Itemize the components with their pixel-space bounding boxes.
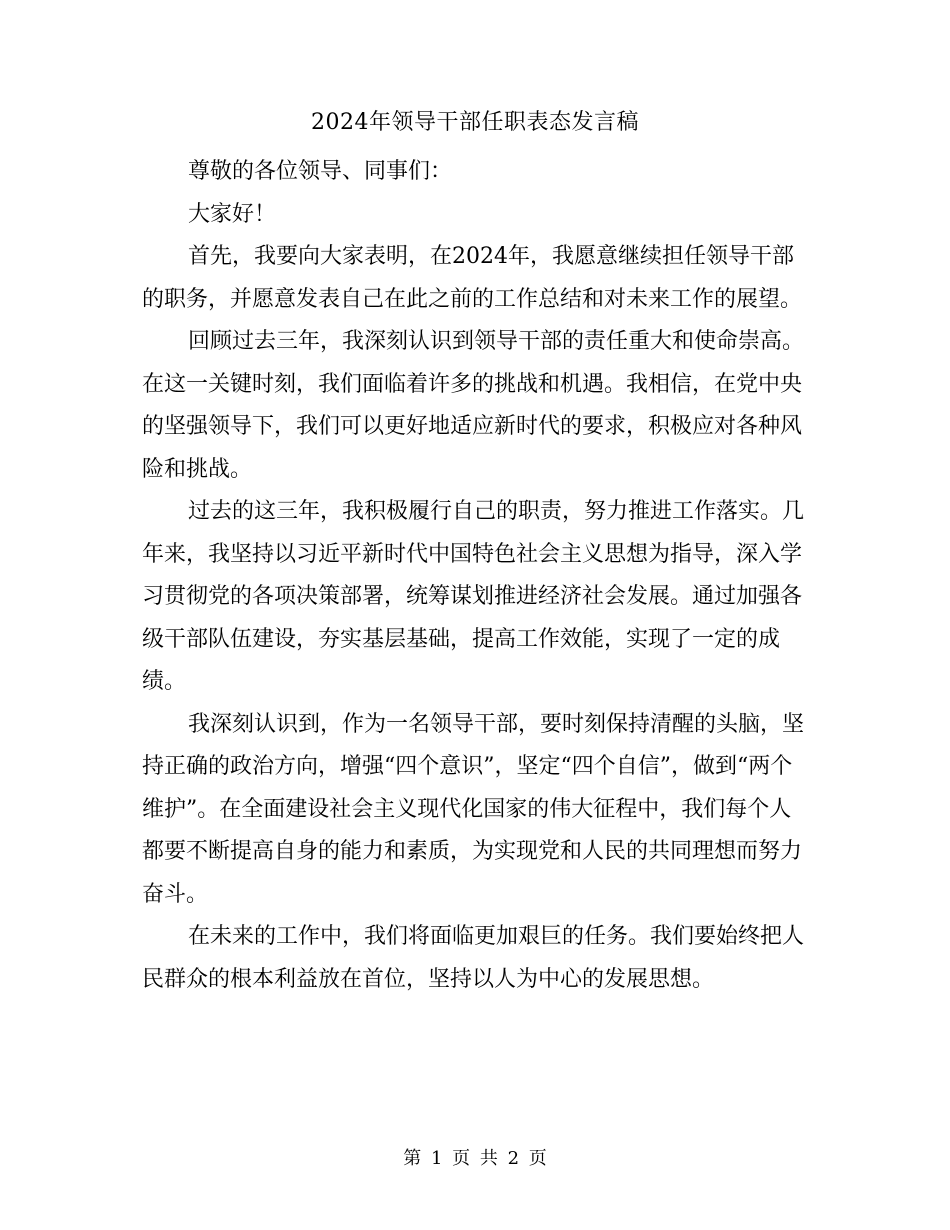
body-paragraph: 在未来的工作中，我们将面临更加艰巨的任务。我们要始终把人民群众的根本利益放在首位，坚持以人为中心的发展思想。 [142,924,805,992]
body-paragraph: 我深刻认识到，作为一名领导干部，要时刻保持清醒的头脑，坚持正确的政治方向，增强“四个意识”，坚定“四个自信”，做到“两个维护”。在全面建设社会主义现代化国家的伟大征程中，我们每个人都要不断提高自身的能力和素质，为实现党和人民的共同理想而努力奋斗。 [142,711,805,907]
document-title: 2024年领导干部任职表态发言稿 [311,110,639,135]
salutation-paragraph: 尊敬的各位领导、同事们： [188,159,453,184]
document-body [142,151,810,1001]
greeting-paragraph: 大家好！ [188,201,277,227]
body-paragraph: 过去的这三年，我积极履行自己的职责，努力推进工作落实。几年来，我坚持以习近平新时代中国特色社会主义思想为指导，深入学习贯彻党的各项决策部署，统筹谋划推进经济社会发展。通过加强各级干部队伍建设，夯实基层基础，提高工作效能，实现了一定的成绩。 [142,499,805,694]
body-paragraph: 回顾过去三年，我深刻认识到领导干部的责任重大和使命崇高。在这一关键时刻，我们面临着许多的挑战和机遇。我相信，在党中央的坚强领导下，我们可以更好地适应新时代的要求，积极应对各种风险和挑战。 [142,329,805,482]
page-number-footer: 第 1 页 共 2 页 [403,1148,547,1169]
body-paragraph: 首先，我要向大家表明，在2024年，我愿意继续担任领导干部的职务，并愿意发表自己在此之前的工作总结和对未来工作的展望。 [142,244,803,312]
